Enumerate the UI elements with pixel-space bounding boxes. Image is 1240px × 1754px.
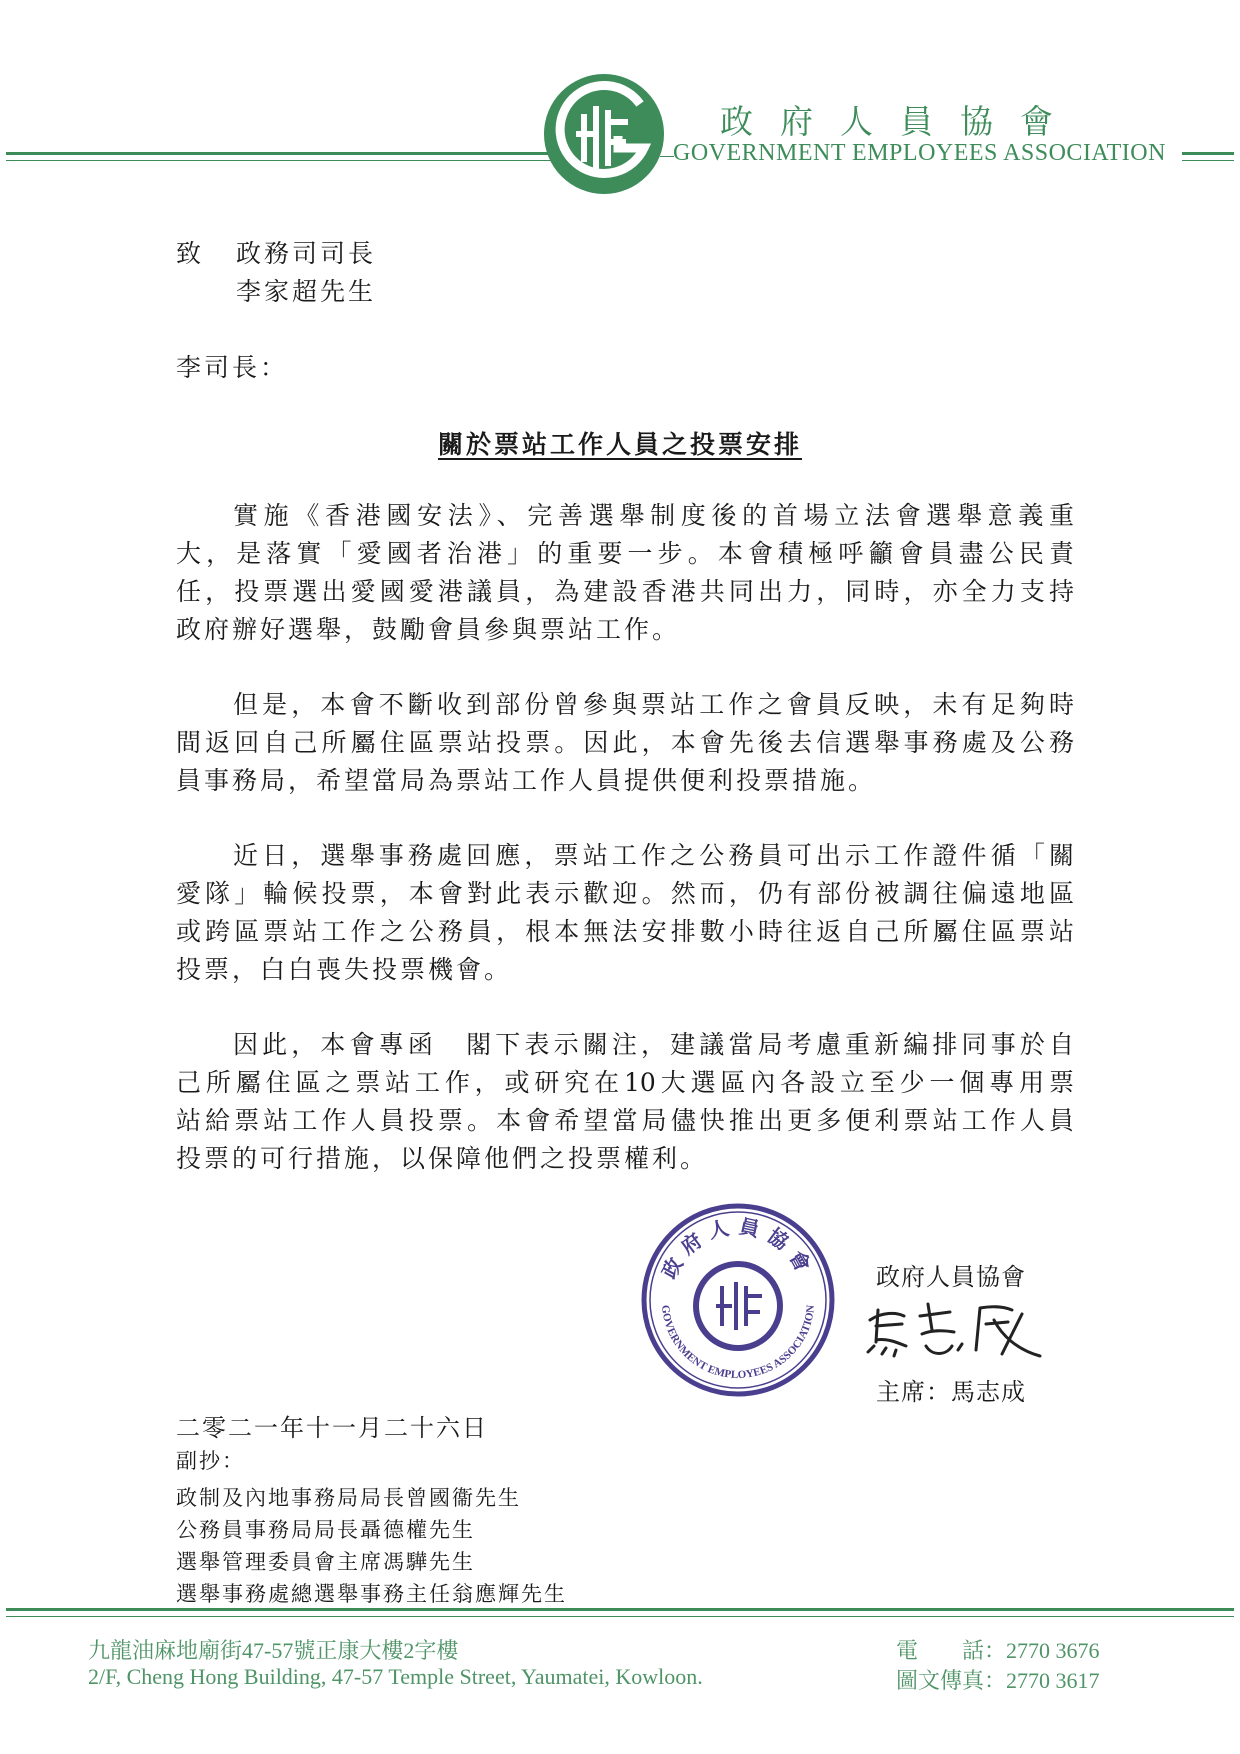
body-paragraph-2	[176, 686, 1074, 800]
paragraph-line: 投票，白白喪失投票機會。	[176, 955, 513, 984]
cc-item: 政制及內地事務局局長曾國衞先生	[176, 1486, 521, 1510]
signature-title: 主席：馬志成	[876, 1378, 1026, 1406]
paragraph-line: 任，投票選出愛國愛港議員，為建設香港共同出力，同時，亦全力支持	[176, 577, 1074, 606]
footer-rule-bottom	[6, 1616, 1234, 1617]
body-paragraph-3	[176, 837, 1074, 989]
footer-fax	[896, 1664, 1100, 1695]
footer-fax-number: 2770 3617	[1006, 1668, 1100, 1693]
paragraph-line: 大，是落實「愛國者治港」的重要一步。本會積極呼籲會員盡公民責	[176, 539, 1074, 568]
body-paragraph-1	[176, 497, 1074, 649]
paragraph-line: 或跨區票站工作之公務員，根本無法安排數小時往返自己所屬住區票站	[176, 917, 1074, 946]
paragraph-line: 近日，選舉事務處回應，票站工作之公務員可出示工作證件循「關	[233, 841, 1074, 870]
footer-tel-label: 電 話：	[896, 1638, 1007, 1663]
paragraph-line: 政府辦好選舉，鼓勵會員參與票站工作。	[176, 615, 681, 644]
association-logo-icon	[540, 70, 668, 198]
footer-address-en: 2/F, Cheng Hong Building, 47-57 Temple Street, Yaumatei, Kowloon.	[88, 1664, 703, 1689]
letter-date: 二零二一年十一月二十六日	[176, 1414, 488, 1442]
footer-tel-number: 2770 3676	[1006, 1638, 1100, 1663]
org-name-en: GOVERNMENT EMPLOYEES ASSOCIATION	[673, 140, 1166, 166]
recipient-name: 李家超先生	[236, 277, 377, 306]
salutation: 李司長：	[176, 353, 289, 382]
cc-item: 選舉事務處總選舉事務主任翁應輝先生	[176, 1582, 567, 1606]
paragraph-line: 己所屬住區之票站工作，或研究在10大選區內各設立至少一個專用票	[176, 1068, 1074, 1097]
paragraph-line: 投票的可行措施，以保障他們之投票權利。	[176, 1144, 709, 1173]
seal-text-en: GOVERNMENT EMPLOYEES ASSOCIATION	[658, 1304, 818, 1382]
cc-item: 選舉管理委員會主席馮驊先生	[176, 1550, 475, 1574]
paragraph-line: 實施《香港國安法》、完善選舉制度後的首場立法會選舉意義重	[233, 501, 1074, 530]
handwritten-signature	[862, 1290, 1052, 1362]
letter-subject: 關於票站工作人員之投票安排	[437, 430, 802, 459]
footer-tel	[896, 1634, 1100, 1665]
org-name-cn: 政府人員協會	[720, 102, 1080, 141]
association-seal-icon	[640, 1202, 836, 1398]
letterhead-rule-left-bottom	[6, 160, 554, 161]
cc-item: 公務員事務局局長聶德權先生	[176, 1518, 475, 1542]
paragraph-line: 員事務局，希望當局為票站工作人員提供便利投票措施。	[176, 766, 877, 795]
seal-text-cn: 政府人員協會	[656, 1213, 820, 1283]
footer-rule-top	[6, 1608, 1234, 1611]
footer-address-cn: 九龍油麻地廟街47-57號正康大樓2字樓	[88, 1638, 459, 1663]
paragraph-line: 因此，本會專函 閣下表示關注，建議當局考慮重新編排同事於自	[233, 1030, 1074, 1059]
signature-org: 政府人員協會	[876, 1263, 1026, 1291]
paragraph-line: 站給票站工作人員投票。本會希望當局儘快推出更多便利票站工作人員	[176, 1106, 1074, 1135]
recipient-to-label: 致	[176, 239, 202, 268]
body-paragraph-4	[176, 1026, 1074, 1178]
letterhead-rule-left-top	[6, 152, 554, 155]
paragraph-line: 愛隊」輪候投票，本會對此表示歡迎。然而，仍有部份被調往偏遠地區	[176, 879, 1074, 908]
cc-label: 副抄：	[176, 1449, 245, 1473]
paragraph-line: 間返回自己所屬住區票站投票。因此，本會先後去信選舉事務處及公務	[176, 728, 1074, 757]
paragraph-line: 但是，本會不斷收到部份曾參與票站工作之會員反映，未有足夠時	[233, 690, 1074, 719]
recipient-office: 政務司司長	[236, 239, 377, 268]
letterhead-rule-right-top	[1182, 152, 1234, 155]
footer-fax-label: 圖文傳真：	[896, 1668, 1007, 1693]
letterhead-rule-right-bottom	[1182, 160, 1234, 161]
